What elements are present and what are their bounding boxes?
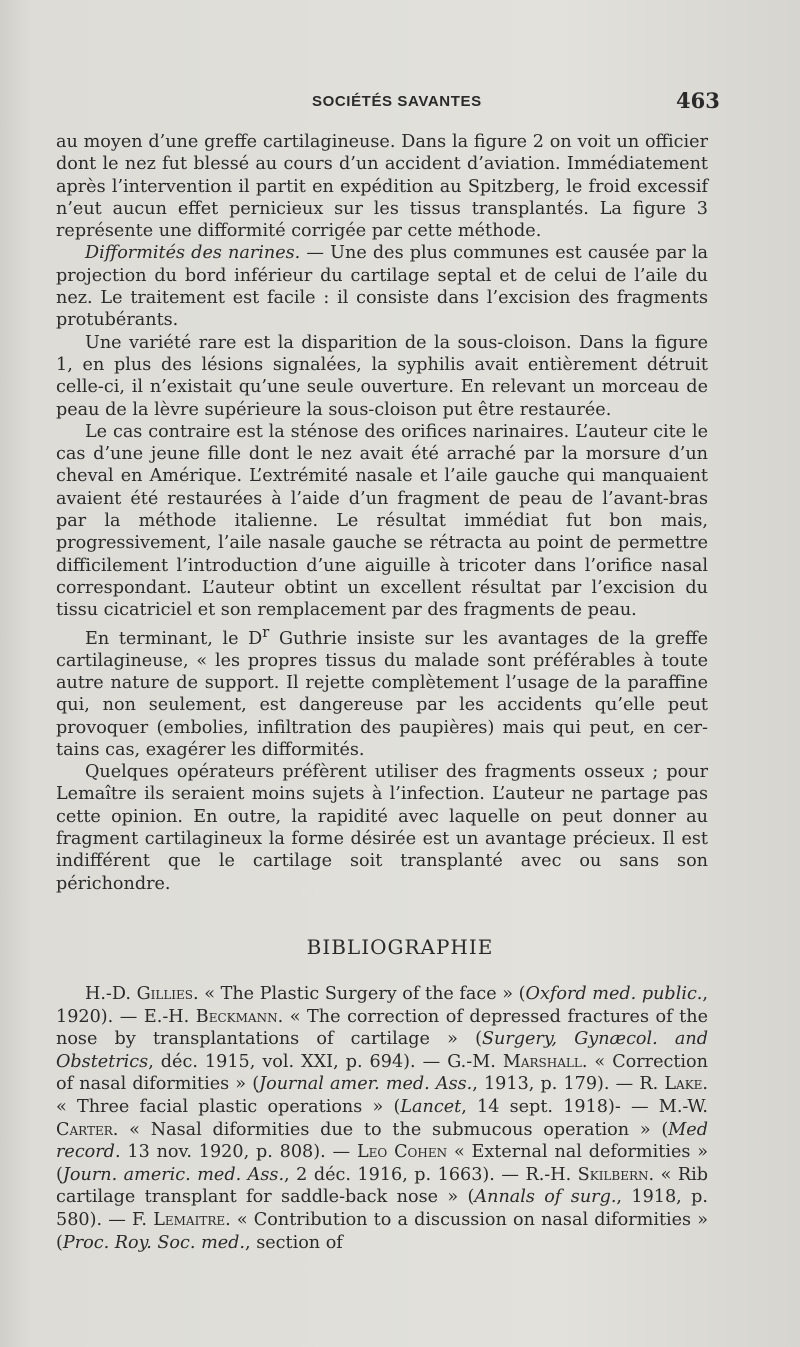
paragraph: En terminant, le $D^r$ Guthrie insiste sur les avantages de la greffe cartilagineuse, « les propres tissus du malade sont préférables à toute autre nature de support. Il rejette complètement l’usage de la paraffine qui, non seulement, est dangereuse par les accidents qu’elle peut provoquer (embolies, infiltration des paupières) mais qui peut, en certains cas, exagérer les difformités. <box>56 623 708 760</box>
bibliography <box>56 983 708 1254</box>
section-title: BIBLIOGRAPHIE <box>306 935 494 959</box>
citation-source: Proc. Roy. Soc. med. <box>62 1232 246 1253</box>
running-head: SOCIÉTÉS SAVANTES <box>312 93 482 110</box>
author-name: Carter <box>56 1119 113 1140</box>
citation-source: Surgery, Gynæcol. and Obstetrics <box>56 1029 709 1072</box>
author-name: Leo Cohen <box>356 1142 448 1163</box>
citation-source: Med record <box>56 1119 708 1163</box>
author-name: Lemaitre <box>153 1209 226 1230</box>
page-number: 463 <box>676 88 720 113</box>
paragraph: Quelques opérateurs préfèrent utiliser des fragments osseux ; pour Lemaître ils seraient moins sujets à l’infection. L’auteur ne partage pas cette opinion. En outre, la rapidité avec laquelle on peut donner au fragment cartilagineux la forme désirée est un avantage précieux. Il est indifférent que le cartilage soit transplanté avec ou sans son périchondre. <box>56 762 708 894</box>
paragraph: Difformités des narines. — Une des plus communes est causée par la projection du bord inférieur du cartilage septal et de celui de l’aile du nez. Le traitement est facile : il consiste dans l’excision des fragments protubérants. <box>56 243 708 331</box>
citation-source: Annals of surg. <box>474 1187 617 1208</box>
page-header <box>0 88 800 118</box>
citation-source: Journ. americ. med. Ass. <box>62 1164 285 1185</box>
author-name: Marshall <box>502 1051 582 1072</box>
paragraph: au moyen d’une greffe cartilagineuse. Dans la figure 2 on voit un officier dont le nez fut blessé au cours d’un accident d’aviation. Immédiatement après l’intervention il partit en expédition au Spitzberg, le froid excessif n’eut aucun effet pernicieux sur les tissus transplantés. La figure 3 représente une difformité corrigée par cette méthode. <box>56 132 708 242</box>
paragraph: Une variété rare est la disparition de la sous-cloison. Dans la figure 1, en plus des lésions signalées, la syphilis avait entièrement détruit celle-ci, il n’existait qu’une seule ouverture. En relevant un morceau de peau de la lèvre supérieure la sous-cloison put être restaurée. <box>56 332 708 420</box>
citation-source: Journal amer. med. Ass. <box>259 1074 473 1095</box>
citation-source: Lancet <box>400 1096 462 1117</box>
paragraph-lead: Difformités des narines. <box>85 243 301 264</box>
author-name: Skilbern <box>577 1164 649 1185</box>
paragraph: Le cas contraire est la sténose des orifices narinaires. L’auteur cite le cas d’une jeune fille dont le nez avait été arraché par la morsure d’un cheval en Amérique. L’extrémité nasale et l’aile gauche qui manquaient avaient été restaurées à l’aide d’un fragment de peau de l’avant-bras par la méthode italienne. Le résultat immédiat fut bon mais, progressivement, l’aile nasale gauche se rétracta au point de permettre difficilement l’introduction d’une aiguille à tricoter dans l’orifice nasal correspondant. L’auteur obtint un excellent résultat par l’excision du tissu cicatriciel et son remplacement par des fragments de peau. <box>56 421 708 621</box>
author-name: Lake <box>664 1074 703 1095</box>
author-name: Beckmann <box>195 1006 278 1027</box>
author-name: Gillies <box>136 984 194 1004</box>
bibliography-entry: H.-D. Gillies. « The Plastic Surgery of the face » (Oxford med. public., 1920). — E.-H. Beckmann. « The correction of depressed fractures of the nose by transplantations of cartilage » (Surgery, Gynæcol. and Obstetrics, déc. 1915, vol. XXI, p. 694). — G.-M. Marshall. « Correction of nasal diformities » (Journal amer. med. Ass., 1913, p. 179). — R. Lake. « Three facial plastic operations » (Lancet, 14 sept. 1918)- — M.-W. Carter. « Nasal diformities due to the submucous operation » (Med record. 13 nov. 1920, p. 808). — Leo Cohen « External nal deformities » (Journ. americ. med. Ass., 2 déc. 1916, p. 1663). — R.-H. Skilbern. « Rib cartilage transplant for saddle-back nose » (Annals of surg., 1918, p. 580). — F. Lemaitre. « Contribution to a discussion on nasal diformities » (Proc. Roy. Soc. med., section of <box>56 984 709 1253</box>
citation-source: Oxford med. public. <box>525 984 703 1004</box>
body-text <box>56 131 708 895</box>
